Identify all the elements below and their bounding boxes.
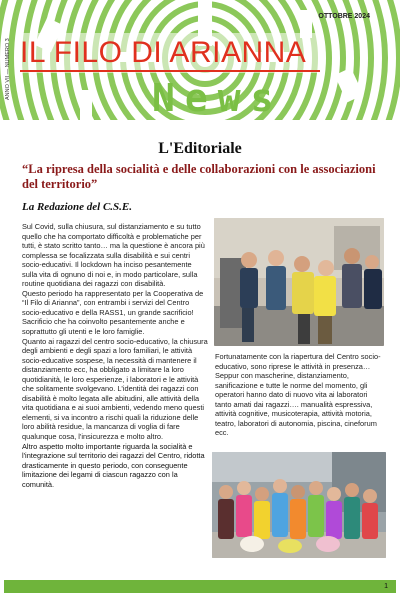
masthead-header — [0, 0, 400, 120]
page-number: 1 — [384, 583, 388, 590]
article-byline: La Redazione del C.S.E. — [22, 201, 133, 213]
footer-bar — [4, 580, 396, 593]
paragraph: Fortunatamente con la riapertura del Centro socio-educativo, sono riprese le attività in presenza… Seppur con mascherine, distanziamento, sanificazione e tutte le norme del momento, gli operatori hanno dato di nuovo vita ai laboratori tanto amati dai ragazzi…. manualità espressiva, attività cognitive, musicoterapia, attività motoria, teatro, laboratori di autonomia, piscina, cineforum ecc. — [215, 352, 381, 438]
paragraph: Altro aspetto molto importante riguarda la socialità e l'integrazione sul territorio dei ragazzi del Centro, ridotta drasticamente in questo periodo, con conseguente limitazione dei legami di ciascun ragazzo con la comunità. — [22, 441, 205, 489]
paragraph: Sul Covid, sulla chiusura, sul distanziamento e su tutto quello che ha comportato difficoltà e problematiche per tutti, è stato scritto tanto… ma la questione è ancora più complessa se focalizzata sulla disabilità e sui centri socio-educativi. Il lockdown ha inciso pesantemente sulla vita di ognuno di noi e, in modo particolare, sulla routine quotidiana dei ragazzi con disabilità. — [22, 222, 205, 289]
article-right-column — [215, 352, 383, 438]
title-underline — [20, 70, 320, 72]
article-headline: “La ripresa della socialità e delle collaborazioni con le associazioni del territorio” — [22, 162, 376, 191]
section-title: L'Editoriale — [158, 140, 242, 157]
newsletter-title: IL FILO DI ARIANNA — [20, 36, 307, 69]
volume-info: ANNO VII — NUMERO 3 — [5, 38, 11, 100]
paragraph: Questo periodo ha rappresentato per la Cooperativa de “Il Filo di Arianna”, con entrambi i servizi del Centro socio-educativo e della RASS1, un grande sacrificio! Sacrificio che ha coinvolto pesantemente anche e soprattutto gli utenti e le loro famiglie. — [22, 288, 204, 337]
issue-date: OTTOBRE 2024 — [318, 13, 370, 20]
news-wordmark: News — [152, 76, 284, 120]
group-photo-indoors — [214, 218, 384, 346]
photo-illustration — [214, 218, 384, 346]
article-left-column — [22, 222, 208, 489]
group-photo-outdoors — [212, 452, 386, 558]
photo-illustration — [212, 452, 386, 558]
paragraph: Quanto ai ragazzi del centro socio-educativo, la chiusura degli ambienti e degli spazi a loro familiari, le attività socio-educative sospese, la necessità di mantenere il distanziamento ecc, ha obbligato a limitare la loro quotidianità, le loro esperienze, i laboratori e le attività che solitamente svolgevano. L'identità dei ragazzi con disabilità è molto legata alle abitudini, alle attività della vita quotidiana e ai suoi ambienti, vedendo meno questi elementi, si va incontro a rischi quali la riduzione delle loro abilità residue, la mancanza di voglia di fare qualunque cosa, l'insicurezza e molto altro. — [22, 336, 208, 442]
